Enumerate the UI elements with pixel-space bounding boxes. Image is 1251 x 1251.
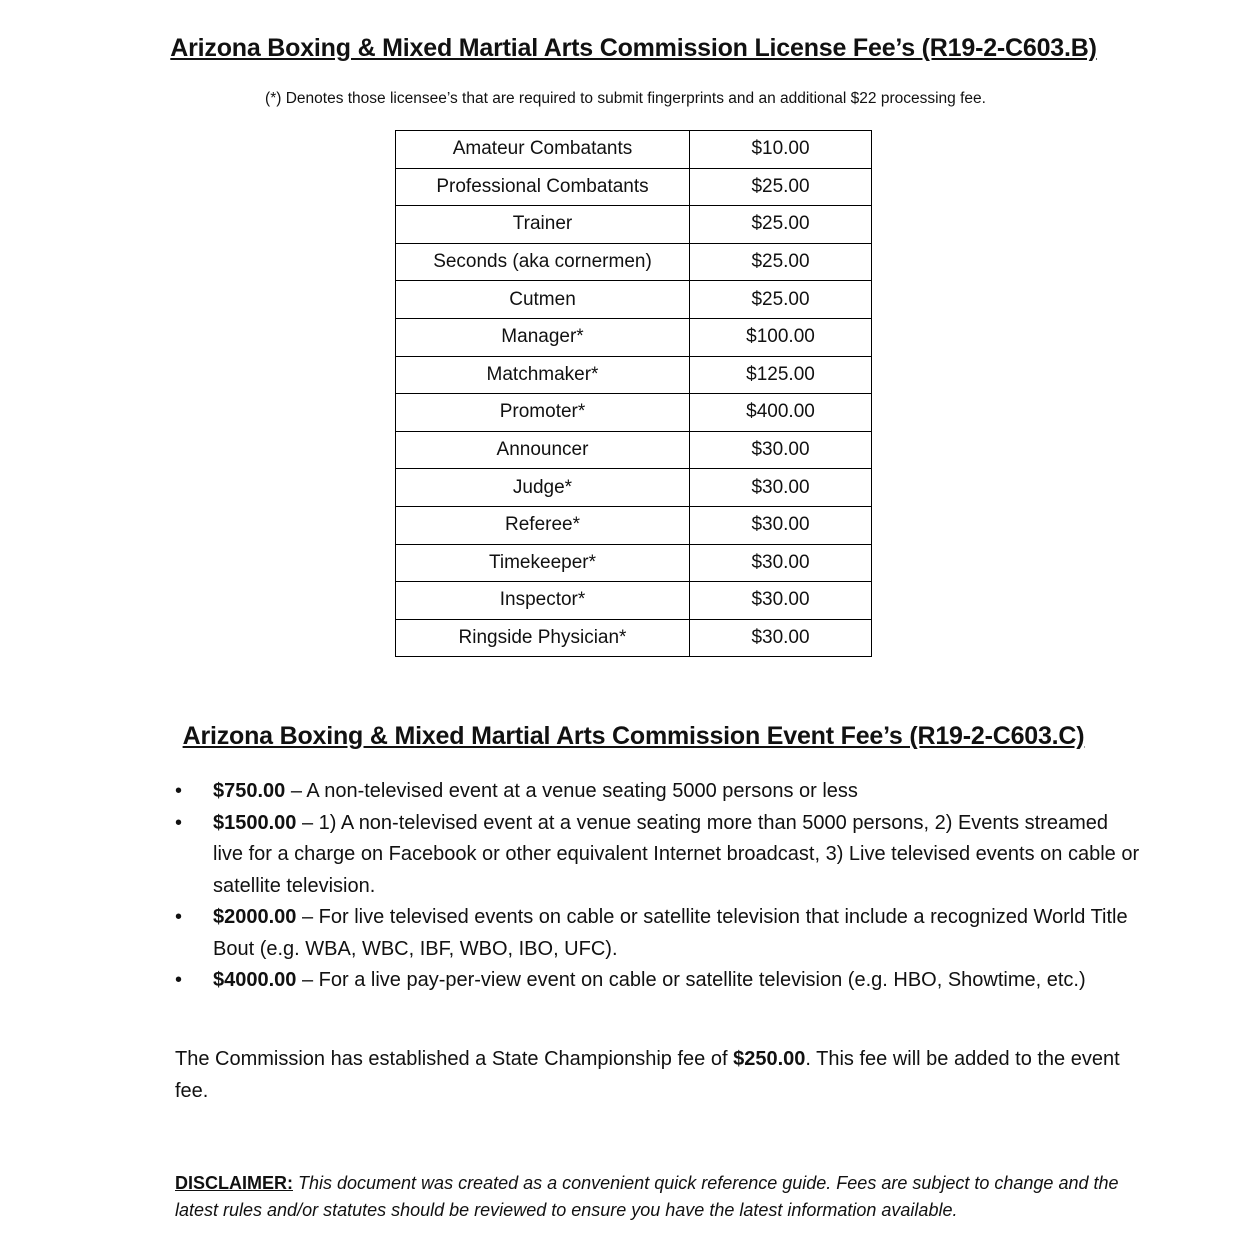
role-cell: Amateur Combatants [396, 131, 690, 169]
role-cell: Cutmen [396, 281, 690, 319]
fee-cell: $30.00 [690, 469, 872, 507]
table-row [396, 469, 872, 507]
table-row [396, 506, 872, 544]
championship-fee-paragraph [175, 1044, 1140, 1107]
disclaimer [175, 1170, 1135, 1224]
role-cell: Seconds (aka cornermen) [396, 243, 690, 281]
fee-cell: $30.00 [690, 582, 872, 620]
table-row [396, 168, 872, 206]
event-fee-description: – 1) A non-televised event at a venue seating more than 5000 persons, 2) Events streamed live for a charge on Facebook or other equivalent Internet broadcast, 3) Live televised events on cable or satellite television. [213, 811, 1140, 897]
event-fee-amount: $2000.00 [213, 906, 297, 928]
event-fee-description: – For live televised events on cable or satellite television that include a recognized World Title Bout (e.g. WBA, WBC, IBF, WBO, IBO, UFC). [213, 906, 1128, 960]
role-cell: Inspector* [396, 582, 690, 620]
table-row [396, 619, 872, 657]
table-row [396, 281, 872, 319]
event-fee-list [170, 776, 1140, 997]
event-fee-amount: $750.00 [213, 780, 286, 802]
role-cell: Manager* [396, 318, 690, 356]
role-cell: Announcer [396, 431, 690, 469]
event-fee-amount: $4000.00 [213, 969, 297, 991]
fee-cell: $400.00 [690, 394, 872, 432]
fee-cell: $30.00 [690, 431, 872, 469]
fingerprint-note: (*) Denotes those licensee’s that are required to submit fingerprints and an additional $22 processing fee. [265, 90, 986, 107]
license-fees-title: Arizona Boxing & Mixed Martial Arts Commission License Fee’s (R19-2-C603.B) [170, 34, 1097, 62]
role-cell: Judge* [396, 469, 690, 507]
list-item [170, 808, 1140, 903]
table-row [396, 356, 872, 394]
event-fee-amount: $1500.00 [213, 811, 297, 834]
role-cell: Promoter* [396, 394, 690, 432]
disclaimer-label: DISCLAIMER: [175, 1173, 293, 1193]
license-fee-table [395, 130, 872, 657]
fee-cell: $125.00 [690, 356, 872, 394]
role-cell: Professional Combatants [396, 168, 690, 206]
fee-cell: $100.00 [690, 318, 872, 356]
role-cell: Timekeeper* [396, 544, 690, 582]
role-cell: Ringside Physician* [396, 619, 690, 657]
fee-cell: $30.00 [690, 619, 872, 657]
table-row [396, 394, 872, 432]
championship-text-before: The Commission has established a State Championship fee of [175, 1048, 734, 1070]
fee-cell: $25.00 [690, 243, 872, 281]
event-fees-title: Arizona Boxing & Mixed Martial Arts Commission Event Fee’s (R19-2-C603.C) [182, 722, 1085, 750]
table-row [396, 318, 872, 356]
fee-cell: $10.00 [690, 131, 872, 169]
table-row [396, 243, 872, 281]
table-row [396, 431, 872, 469]
table-row [396, 131, 872, 169]
fee-cell: $25.00 [690, 206, 872, 244]
disclaimer-text: This document was created as a convenient quick reference guide. Fees are subject to change and the latest rules and/or statutes should be reviewed to ensure you have the latest information available. [175, 1173, 1119, 1220]
table-row [396, 206, 872, 244]
list-item [170, 965, 1140, 997]
event-fee-description: – A non-televised event at a venue seating 5000 persons or less [285, 780, 858, 802]
event-fee-description: – For a live pay-per-view event on cable or satellite television (e.g. HBO, Showtime, etc.) [296, 969, 1086, 991]
championship-text-after: . This fee will be added to the event fee. [175, 1048, 1120, 1102]
table-row [396, 582, 872, 620]
fee-cell: $30.00 [690, 544, 872, 582]
list-item [170, 902, 1140, 965]
fee-cell: $25.00 [690, 281, 872, 319]
championship-fee-amount: $250.00 [733, 1048, 806, 1070]
table-row [396, 544, 872, 582]
role-cell: Matchmaker* [396, 356, 690, 394]
role-cell: Trainer [396, 206, 690, 244]
fee-cell: $30.00 [690, 506, 872, 544]
list-item [170, 776, 1140, 808]
role-cell: Referee* [396, 506, 690, 544]
fee-cell: $25.00 [690, 168, 872, 206]
